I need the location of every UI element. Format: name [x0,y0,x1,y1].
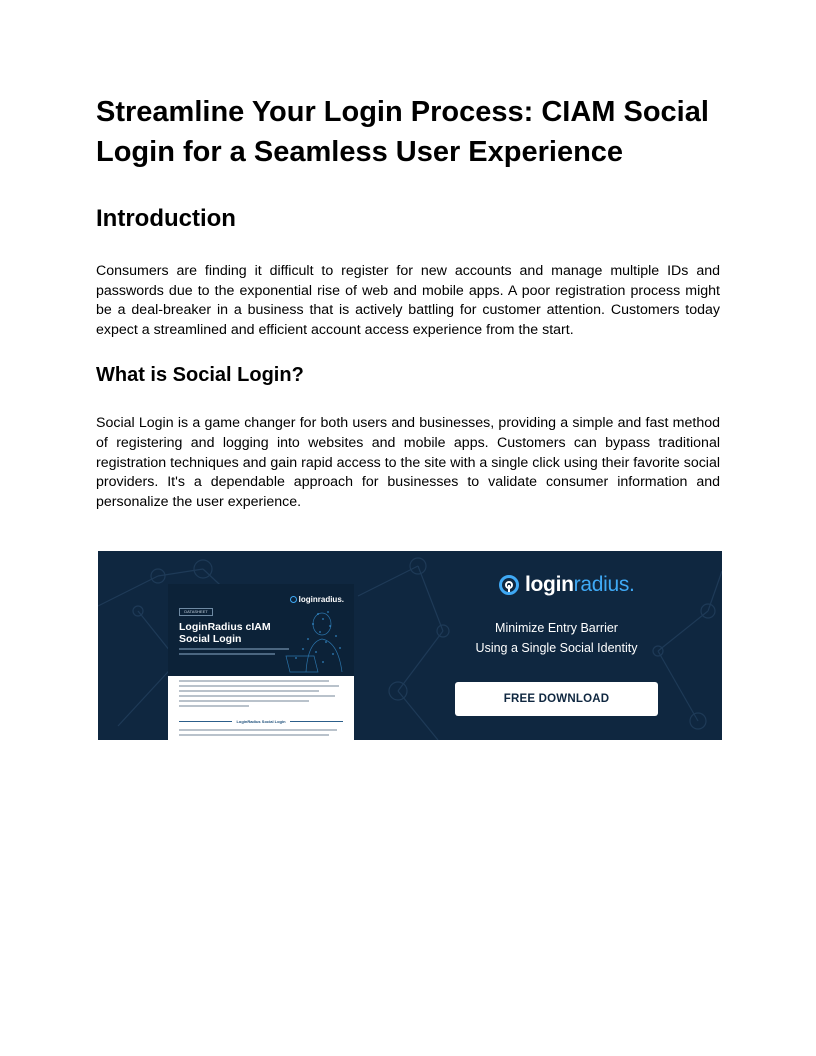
cover-title: LoginRadius cIAM Social Login [179,621,271,645]
section-heading-social-login: What is Social Login? [96,364,304,387]
cover-subtitle-lines [179,648,289,660]
loginradius-logo [498,573,635,597]
cover-section-divider: LoginRadius Social Login [179,717,343,725]
page-title: Streamline Your Login Process: CIAM Social Login for a Seamless User Experience [96,96,709,168]
cover-logo: loginradius. [290,595,344,604]
social-login-paragraph: Social Login is a game changer for both users and businesses, providing a simple and fast method of registering and logging into websites and mobile apps. Customers can bypass traditional registration techniques and gain rapid access to the site with a single click using their favorite social providers. It's a dependable approach for businesses to validate consumer information and personalize the user experience. [96,415,720,510]
loginradius-brand-icon [498,574,520,596]
banner-tagline: Minimize Entry Barrier Using a Single Social Identity [475,621,638,655]
document-page [96,92,720,534]
download-banner[interactable] [98,551,722,740]
introduction-paragraph: Consumers are finding it difficult to register for new accounts and manage multiple IDs and passwords due to the exponential rise of web and mobile apps. A poor registration process might be a deal-breaker in a business that is actively battling for customer attention. Customers today expect a streamlined and efficient account access experience from the start. [96,263,720,338]
loginradius-logo-icon [290,596,297,603]
cover-body-text-2 [179,729,343,739]
cover-header [168,584,354,676]
cover-body-text [179,680,343,710]
datasheet-cover-image [168,584,354,740]
free-download-button[interactable]: FREE DOWNLOAD [455,682,658,716]
cover-tag: DATASHEET [179,608,213,616]
section-heading-introduction: Introduction [96,205,236,232]
brand-name: loginradius. [525,573,635,596]
